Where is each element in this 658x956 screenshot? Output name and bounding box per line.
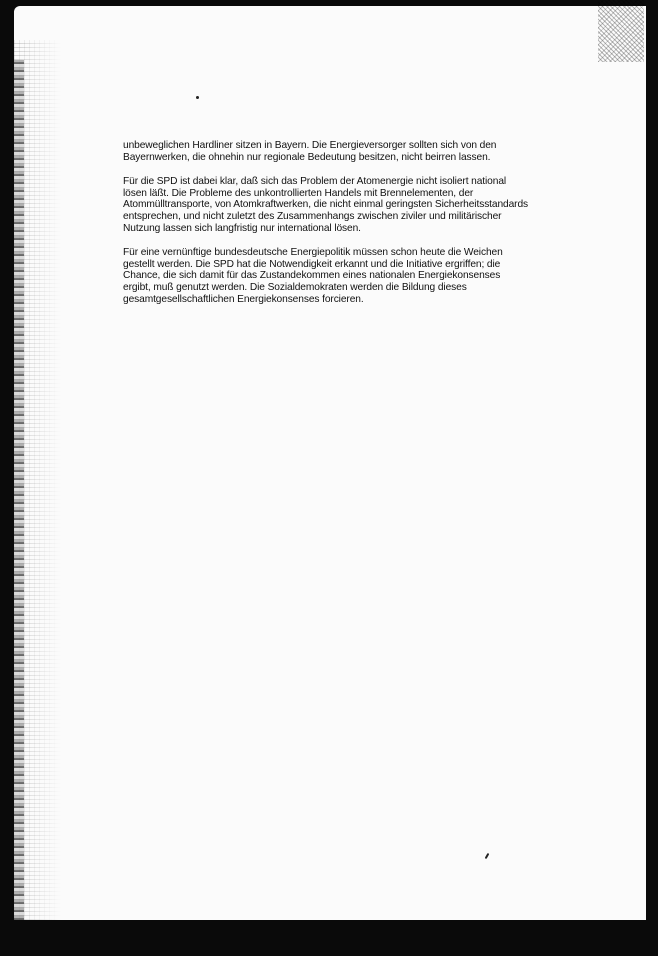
scan-noise-top-right xyxy=(598,0,644,62)
scan-speck xyxy=(196,96,199,99)
scan-bottom-band xyxy=(0,920,658,956)
paragraph-1: unbeweglichen Hardliner sitzen in Bayern. Die Energieversorger sollten sich von den Bayernwerken, die ohnehin nur regionale Bedeutung besitzen, nicht beirren lassen. xyxy=(123,140,497,163)
paragraph-2: Für die SPD ist dabei klar, daß sich das Problem der Atomenergie nicht isoliert national lösen läßt. Die Probleme des unkontrollierten Handels mit Brennelementen, der Atommülltransporte, von Atomkraftwerken, die nicht einmal geringsten Sicherheitsstandards entsprechen, und nicht zuletzt des Zusammenhangs zwischen ziviler und militärischer Nutzung lassen sich langfristig nur international lösen. xyxy=(123,176,529,234)
document-body xyxy=(123,140,593,318)
paragraph-3: Für eine vernünftige bundesdeutsche Energiepolitik müssen schon heute die Weichen gestellt werden. Die SPD hat die Notwendigkeit erkannt und die Initiative ergriffen; die Chance, die sich damit für das Zustandekommen eines nationalen Energiekonsenses ergibt, muß genutzt werden. Die Sozialdemokraten werden die Bildung dieses gesamtgesellschaftlichen Energiekonsenses forcieren. xyxy=(123,247,503,305)
scan-edge-right xyxy=(646,60,658,920)
scan-edge-left xyxy=(14,60,24,920)
